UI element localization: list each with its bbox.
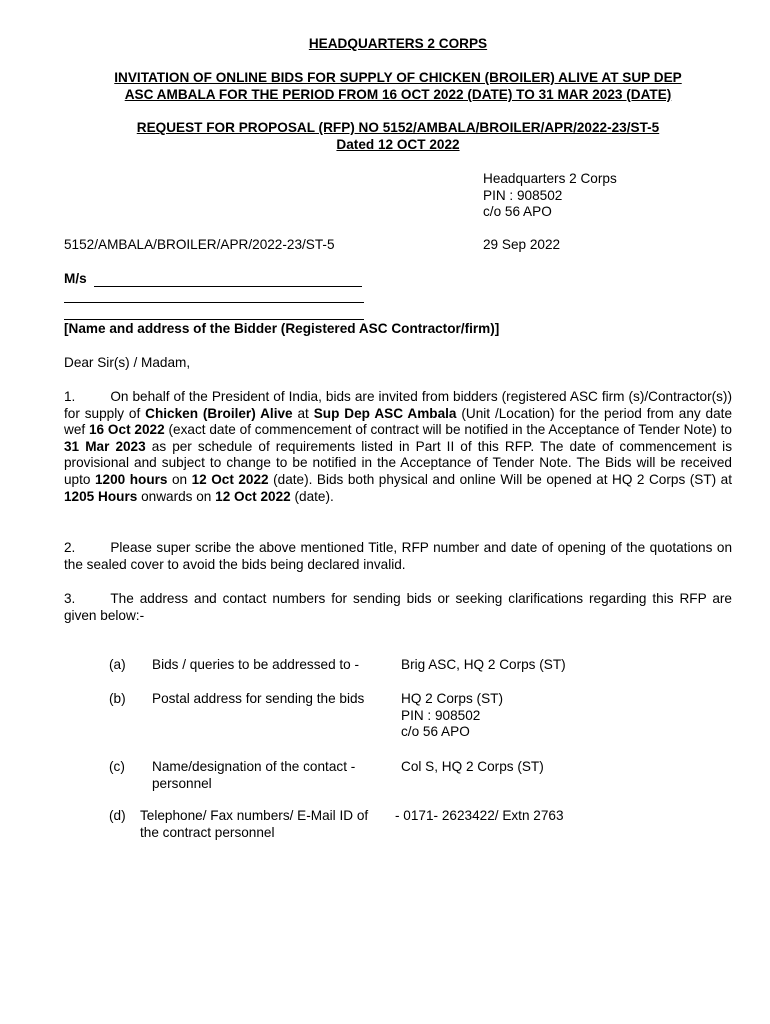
contact-description: Telephone/ Fax numbers/ E-Mail ID of the contract personnel [140, 808, 369, 840]
contact-value: Brig ASC, HQ 2 Corps (ST) [401, 657, 566, 672]
rfp-date: Dated 12 OCT 2022 [336, 137, 460, 152]
sender-line: Headquarters 2 Corps [483, 171, 617, 186]
bidder-address-line [64, 302, 364, 303]
sender-line: c/o 56 APO [483, 204, 552, 220]
reference-date: 29 Sep 2022 [483, 237, 561, 252]
subject-line-2: ASC AMBALA FOR THE PERIOD FROM 16 OCT 2022 (DATE) TO 31 MAR 2023 (DATE) [124, 87, 672, 102]
bidder-caption: [Name and address of the Bidder (Registered ASC Contractor/firm)] [64, 321, 500, 336]
subject-line-1: INVITATION OF ONLINE BIDS FOR SUPPLY OF CHICKEN (BROILER) ALIVE AT SUP DEP [114, 70, 682, 85]
rfp-number: REQUEST FOR PROPOSAL (RFP) NO 5152/AMBALA/BROILER/APR/2022-23/ST-5 [136, 120, 660, 135]
contact-value: HQ 2 Corps (ST) PIN : 908502 c/o 56 APO [401, 691, 503, 740]
document-title: HEADQUARTERS 2 CORPS [308, 36, 488, 51]
contact-label: (b) [109, 691, 126, 706]
contact-description: Name/designation of the contact - personnel [152, 759, 356, 791]
sender-line: PIN : 908502 [483, 187, 563, 203]
paragraph-number: 2. [64, 540, 76, 555]
paragraph-number: 1. [64, 389, 76, 404]
bidder-name-line [94, 286, 362, 287]
bidder-address-line [64, 319, 364, 320]
salutation: Dear Sir(s) / Madam, [64, 355, 191, 370]
paragraph-1: 1. On behalf of the President of India, bids are invited from bidders (registered ASC firm (s)/Contractor(s)) for supply of Chicken (Broiler) Alive at Sup Dep ASC Ambala (Unit /Location) for the period from any date wef 16 Oct 2022 (exact date of commencement of contract will be notified in the Acceptance of Tender Note) to 31 Mar 2023 as per schedule of requirements listed in Part II of this RFP. The date of commencement is provisional and subject to change to be notified in the Acceptance of Tender Note. The Bids will be received upto 1200 hours on 12 Oct 2022 (date). Bids both physical and online Will be opened at HQ 2 Corps (ST) at 1205 Hours onwards on 12 Oct 2022 (date). [64, 389, 733, 504]
reference-number: 5152/AMBALA/BROILER/APR/2022-23/ST-5 [64, 237, 335, 252]
contact-label: (c) [109, 759, 125, 774]
paragraph-3: 3. The address and contact numbers for sending bids or seeking clarifications regarding this RFP are given below:- [64, 591, 732, 623]
contact-label: (d) [109, 808, 126, 823]
ms-label: M/s [64, 271, 87, 286]
paragraph-number: 3. [64, 591, 76, 606]
contact-description: Postal address for sending the bids [152, 691, 365, 706]
sender-address [483, 171, 617, 221]
contact-value: - 0171- 2623422/ Extn 2763 [395, 808, 564, 823]
paragraph-2: 2. Please super scribe the above mentioned Title, RFP number and date of opening of the quotations on the sealed cover to avoid the bids being declared invalid. [64, 540, 732, 572]
contact-description: Bids / queries to be addressed to - [152, 657, 360, 672]
contact-label: (a) [109, 657, 126, 672]
contact-value: Col S, HQ 2 Corps (ST) [401, 759, 544, 774]
